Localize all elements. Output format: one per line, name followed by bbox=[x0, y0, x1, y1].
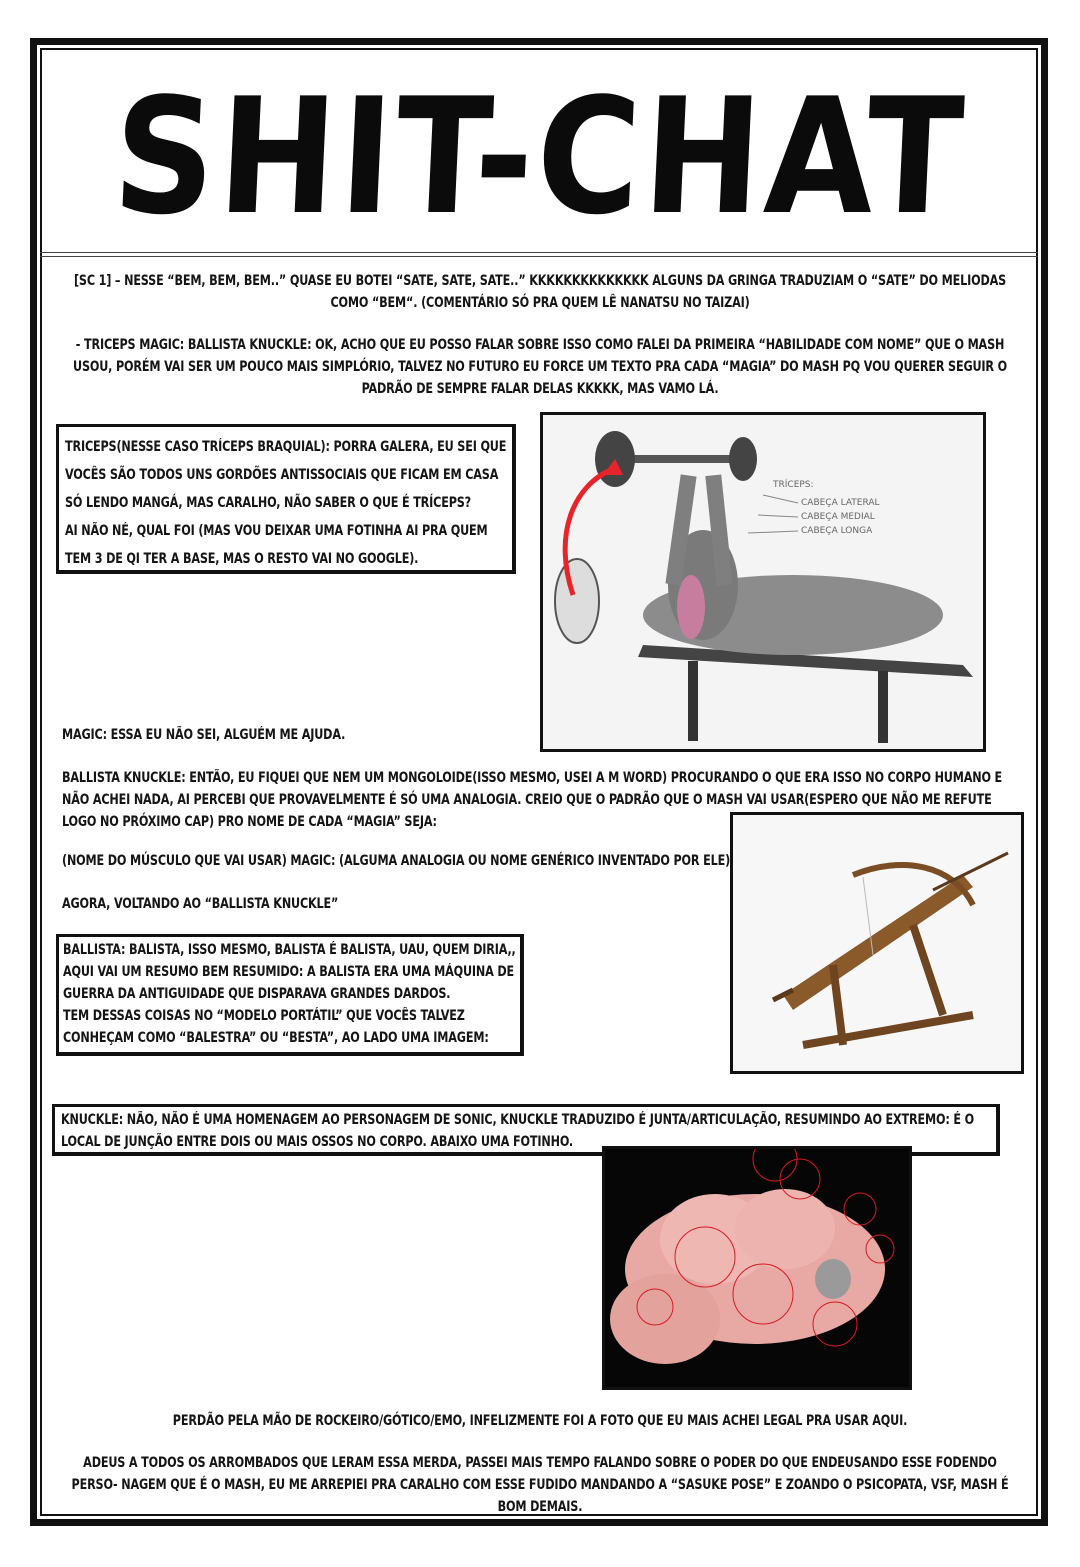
outro-paragraph: ADEUS A TODOS OS ARROMBADOS QUE LERAM ESSA MERDA, PASSEI MAIS TEMPO FALANDO SOBRE O PODER DO QUE ENDEUSANDO ESSE FODENDO PERSO- NAGEM QUE É O MASH, EU ME ARREPIEI PRA CARALHO COM ESSE FUDIDO MANDANDO A “SASUKE POSE” E ZOANDO O PSICOPATA, VSF, MASH É BOM DEMAIS. bbox=[71, 1455, 1009, 1515]
apology-paragraph: PERDÃO PELA MÃO DE ROCKEIRO/GÓTICO/EMO, INFELIZMENTE FOI A FOTO QUE EU MAIS ACHEI LEGAL PRA USAR AQUI. bbox=[172, 1413, 908, 1429]
knuckle-illustration bbox=[605, 1149, 909, 1387]
triceps-exercise-image bbox=[540, 412, 986, 752]
ballista-box-line-1: BALLISTA: BALISTA, ISSO MESMO, BALISTA É BALISTA, UAU, QUEM DIRIA,, bbox=[63, 942, 516, 958]
magic-paragraph: MAGIC: ESSA EU NÃO SEI, ALGUÉM ME AJUDA. bbox=[62, 727, 346, 743]
triceps-text-box bbox=[56, 424, 516, 574]
title-divider bbox=[40, 252, 1038, 253]
pattern-paragraph: (NOME DO MÚSCULO QUE VAI USAR) MAGIC: (ALGUMA ANALOGIA OU NOME GENÉRICO INVENTADO POR ELE) bbox=[62, 853, 731, 869]
ballista-image bbox=[730, 812, 1024, 1074]
title-divider-2 bbox=[40, 256, 1038, 257]
triceps-box-line-4: AI NÃO NÉ, QUAL FOI (MAS VOU DEIXAR UMA FOTINHA AI PRA QUEM bbox=[65, 523, 488, 539]
triceps-label-medial: CABEÇA MEDIAL bbox=[801, 512, 875, 522]
triceps-box-line-3: SÓ LENDO MANGÁ, MAS CARALHO, NÃO SABER O QUE É TRÍCEPS? bbox=[65, 495, 472, 511]
intro-paragraph: [SC 1] – NESSE “BEM, BEM, BEM..” QUASE EU BOTEI “SATE, SATE, SATE..” KKKKKKKKKKKKKK ALGUNS DA GRINGA TRADUZIAM O “SATE” DO MELIODAS COMO “BEM“. (COMENTÁRIO SÓ PRA QUEM LÊ NANATSU NO TAIZAI) bbox=[73, 273, 1007, 311]
ballista-illustration bbox=[733, 815, 1021, 1071]
knuckle-box-line-1: KNUCKLE: NÃO, NÃO É UMA HOMENAGEM AO PERSONAGEM DE SONIC, KNUCKLE TRADUZIDO É JUNTA/ARTICULAÇÃO, RESUMINDO AO EXTREMO: É O bbox=[61, 1112, 974, 1128]
ballista-box-line-5: CONHEÇAM COMO “BALESTRA” OU “BESTA”, AO LADO UMA IMAGEM: bbox=[63, 1030, 489, 1046]
triceps-intro-paragraph: - TRICEPS MAGIC: BALLISTA KNUCKLE: OK, ACHO QUE EU POSSO FALAR SOBRE ISSO COMO FALEI DA PRIMEIRA “HABILIDADE COM NOME” QUE O MASH USOU, PORÉM VAI SER UM POUCO MAIS SIMPLÓRIO, TALVEZ NO FUTURO EU FORCE UM TEXTO PRA CADA “MAGIA” DO MASH PQ VOU QUERER SEGUIR O PADRÃO DE SEMPRE FALAR DELAS KKKKK, MAS VAMO LÁ. bbox=[73, 337, 1007, 397]
triceps-box-line-5: TEM 3 DE QI TER A BASE, MAS O RESTO VAI NO GOOGLE). bbox=[65, 551, 419, 567]
triceps-label-title: TRÍCEPS: bbox=[773, 480, 814, 490]
triceps-label-lateral: CABEÇA LATERAL bbox=[801, 498, 880, 508]
ballista-box-line-2: AQUI VAI UM RESUMO BEM RESUMIDO: A BALISTA ERA UMA MÁQUINA DE bbox=[63, 964, 515, 980]
knuckle-box-line-2: LOCAL DE JUNÇÃO ENTRE DOIS OU MAIS OSSOS NO CORPO. ABAIXO UMA FOTINHO. bbox=[61, 1134, 574, 1150]
triceps-label-longa: CABEÇA LONGA bbox=[801, 526, 873, 536]
ballista-text-box bbox=[56, 934, 524, 1056]
ballista-box-line-4: TEM DESSAS COISAS NO “MODELO PORTÁTIL” QUE VOCÊS TALVEZ bbox=[63, 1008, 465, 1024]
ballista-knuckle-paragraph: BALLISTA KNUCKLE: ENTÃO, EU FIQUEI QUE NEM UM MONGOLOIDE(ISSO MESMO, USEI A M WORD) PROCURANDO O QUE ERA ISSO NO CORPO HUMANO E NÃO ACHEI NADA, AI PERCEBI QUE PROVAVELMENTE É SÓ UMA ANALOGIA. CREIO QUE O PADRÃO QUE O MASH VAI USAR(ESPERO QUE NÃO ME REFUTE LOGO NO PRÓXIMO CAP) PRO NOME DE CADA “MAGIA” SEJA: bbox=[62, 770, 1003, 830]
knuckle-hand-image bbox=[602, 1146, 912, 1390]
triceps-box-line-1: TRICEPS(NESSE CASO TRÍCEPS BRAQUIAL): PORRA GALERA, EU SEI QUE bbox=[65, 439, 507, 455]
triceps-box-line-2: VOCÊS SÃO TODOS UNS GORDÕES ANTISSOCIAIS QUE FICAM EM CASA bbox=[65, 467, 499, 483]
now-back-paragraph: AGORA, VOLTANDO AO “BALLISTA KNUCKLE” bbox=[62, 896, 339, 912]
ballista-box-line-3: GUERRA DA ANTIGUIDADE QUE DISPARAVA GRANDES DARDOS. bbox=[63, 986, 451, 1002]
page-title: SHIT-CHAT bbox=[109, 63, 971, 250]
triceps-illustration bbox=[543, 415, 983, 749]
